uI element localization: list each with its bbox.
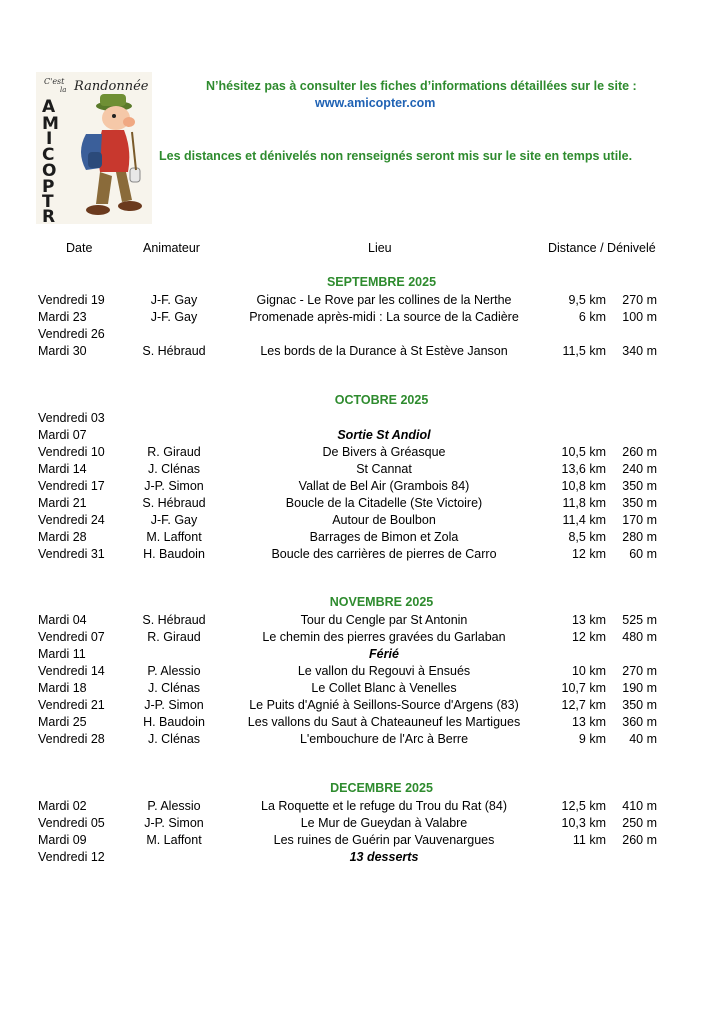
row-denivele: 270 m <box>622 664 657 678</box>
row-animateur: J. Clénas <box>147 681 201 695</box>
row-animateur: J-F. Gay <box>150 513 198 527</box>
row-date: Vendredi 07 <box>38 630 105 644</box>
amicopter-logo <box>36 72 152 224</box>
row-date: Vendredi 26 <box>38 327 105 341</box>
row-lieu: Férié <box>369 647 399 661</box>
svg-text:O: O <box>42 161 57 181</box>
row-date: Vendredi 14 <box>38 664 105 678</box>
row-lieu: Le chemin des pierres gravées du Garlaban <box>262 630 506 644</box>
row-lieu: Tour du Cengle par St Antonin <box>300 613 468 627</box>
row-lieu: Les ruines de Guérin par Vauvenargues <box>273 833 495 847</box>
row-denivele: 480 m <box>622 630 657 644</box>
row-date: Vendredi 24 <box>38 513 105 527</box>
table-row <box>0 326 725 343</box>
row-animateur: S. Hébraud <box>142 496 206 510</box>
row-date: Mardi 14 <box>38 462 87 476</box>
svg-text:C'est: C'est <box>44 77 65 86</box>
row-lieu: Le vallon du Regouvi à Ensués <box>297 664 471 678</box>
row-lieu: L'embouchure de l'Arc à Berre <box>299 732 469 746</box>
row-distance: 11 km <box>572 833 606 847</box>
row-animateur: H. Baudoin <box>143 547 205 561</box>
svg-text:P: P <box>42 177 55 197</box>
row-date: Mardi 11 <box>38 647 86 661</box>
row-distance: 11,8 km <box>562 496 606 510</box>
table-row <box>0 798 725 815</box>
table-row <box>0 343 725 360</box>
row-denivele: 60 m <box>629 547 657 561</box>
row-animateur: P. Alessio <box>147 664 201 678</box>
row-distance: 10,8 km <box>561 479 606 493</box>
row-date: Vendredi 10 <box>38 445 105 459</box>
row-lieu: Autour de Boulbon <box>332 513 436 527</box>
table-row <box>0 478 725 495</box>
row-lieu: Sortie St Andiol <box>337 428 431 442</box>
svg-text:A: A <box>42 97 56 117</box>
row-lieu: Le Puits d'Agnié à Seillons-Source d'Argens (83) <box>249 698 519 712</box>
row-denivele: 250 m <box>622 816 657 830</box>
row-lieu: 13 desserts <box>349 850 419 864</box>
row-denivele: 410 m <box>622 799 657 813</box>
row-date: Mardi 04 <box>38 613 87 627</box>
row-lieu: Les vallons du Saut à Chateauneuf les Martigues <box>247 715 521 729</box>
table-row <box>0 309 725 326</box>
intro-line-1: N’hésitez pas à consulter les fiches d’informations détaillées sur le site : <box>206 79 637 93</box>
row-date: Mardi 18 <box>38 681 87 695</box>
row-animateur: S. Hébraud <box>142 613 206 627</box>
svg-text:T: T <box>42 192 54 212</box>
row-lieu: La Roquette et le refuge du Trou du Rat (84) <box>261 799 507 813</box>
month-title: NOVEMBRE 2025 <box>329 595 434 609</box>
row-distance: 6 km <box>578 310 606 324</box>
row-animateur: J. Clénas <box>147 462 201 476</box>
row-lieu: De Bivers à Gréasque <box>322 445 446 459</box>
table-row <box>0 849 725 866</box>
table-row <box>0 612 725 629</box>
row-animateur: R. Giraud <box>147 630 201 644</box>
row-distance: 8,5 km <box>568 530 606 544</box>
row-animateur: J-P. Simon <box>144 698 204 712</box>
row-lieu: Boucle des carrières de pierres de Carro <box>271 547 497 561</box>
row-distance: 10,7 km <box>561 681 606 695</box>
svg-text:M: M <box>42 114 59 134</box>
row-date: Mardi 23 <box>38 310 87 324</box>
row-lieu: Boucle de la Citadelle (Ste Victoire) <box>285 496 483 510</box>
row-animateur: S. Hébraud <box>142 344 206 358</box>
row-distance: 11,4 km <box>562 513 606 527</box>
row-denivele: 350 m <box>622 496 657 510</box>
table-row <box>0 427 725 444</box>
row-denivele: 280 m <box>622 530 657 544</box>
row-distance: 13 km <box>571 613 606 627</box>
row-lieu: Le Mur de Gueydan à Valabre <box>300 816 468 830</box>
row-lieu: Barrages de Bimon et Zola <box>309 530 459 544</box>
row-animateur: H. Baudoin <box>143 715 205 729</box>
row-date: Vendredi 19 <box>38 293 105 307</box>
table-row <box>0 680 725 697</box>
row-lieu: Gignac - Le Rove par les collines de la Nerthe <box>256 293 512 307</box>
row-denivele: 190 m <box>622 681 657 695</box>
table-row <box>0 444 725 461</box>
row-denivele: 350 m <box>622 698 657 712</box>
row-date: Mardi 21 <box>38 496 87 510</box>
table-row <box>0 512 725 529</box>
row-lieu: Vallat de Bel Air (Grambois 84) <box>298 479 470 493</box>
row-denivele: 350 m <box>622 479 657 493</box>
row-animateur: J-F. Gay <box>150 293 198 307</box>
header-date: Date <box>66 241 93 255</box>
header-animateur: Animateur <box>143 241 200 255</box>
svg-text:R: R <box>42 207 56 224</box>
row-animateur: M. Laffont <box>146 530 202 544</box>
row-animateur: M. Laffont <box>146 833 202 847</box>
row-distance: 12 km <box>571 547 606 561</box>
row-distance: 13 km <box>571 715 606 729</box>
table-row <box>0 815 725 832</box>
row-date: Vendredi 28 <box>38 732 105 746</box>
month-title: DECEMBRE 2025 <box>330 781 433 795</box>
website-link[interactable]: www.amicopter.com <box>315 96 436 110</box>
row-animateur: J-P. Simon <box>144 479 204 493</box>
row-denivele: 260 m <box>622 445 657 459</box>
row-distance: 12 km <box>571 630 606 644</box>
row-date: Vendredi 31 <box>38 547 105 561</box>
table-row <box>0 461 725 478</box>
table-row <box>0 663 725 680</box>
table-row <box>0 292 725 309</box>
row-date: Vendredi 17 <box>38 479 105 493</box>
row-denivele: 100 m <box>622 310 657 324</box>
row-distance: 10 km <box>571 664 606 678</box>
table-row <box>0 629 725 646</box>
header-distance: Distance / Dénivelé <box>548 241 656 255</box>
row-distance: 10,5 km <box>561 445 606 459</box>
row-lieu: Les bords de la Durance à St Estève Janson <box>260 344 508 358</box>
row-date: Mardi 07 <box>38 428 87 442</box>
row-distance: 9,5 km <box>568 293 606 307</box>
row-date: Vendredi 12 <box>38 850 105 864</box>
svg-text:la: la <box>60 86 67 94</box>
row-denivele: 170 m <box>622 513 657 527</box>
row-animateur: R. Giraud <box>147 445 201 459</box>
table-row <box>0 697 725 714</box>
intro-line-2: Les distances et dénivelés non renseignés seront mis sur le site en temps utile. <box>159 149 633 163</box>
table-row <box>0 495 725 512</box>
row-date: Mardi 28 <box>38 530 87 544</box>
table-row <box>0 646 725 663</box>
svg-text:C: C <box>42 145 55 165</box>
row-denivele: 240 m <box>622 462 657 476</box>
month-title: SEPTEMBRE 2025 <box>326 275 437 289</box>
row-date: Mardi 30 <box>38 344 87 358</box>
row-distance: 12,7 km <box>561 698 606 712</box>
row-date: Mardi 02 <box>38 799 87 813</box>
row-animateur: J-P. Simon <box>144 816 204 830</box>
row-distance: 9 km <box>578 732 606 746</box>
row-distance: 13,6 km <box>561 462 606 476</box>
month-title: OCTOBRE 2025 <box>334 393 429 407</box>
table-row <box>0 731 725 748</box>
svg-text:I: I <box>46 129 53 149</box>
row-date: Mardi 09 <box>38 833 87 847</box>
row-date: Vendredi 21 <box>38 698 105 712</box>
row-lieu: St Cannat <box>356 462 412 476</box>
row-date: Vendredi 05 <box>38 816 105 830</box>
row-distance: 11,5 km <box>562 344 606 358</box>
table-row <box>0 546 725 563</box>
table-row <box>0 714 725 731</box>
table-row <box>0 529 725 546</box>
row-denivele: 260 m <box>622 833 657 847</box>
row-lieu: Promenade après-midi : La source de la Cadière <box>249 310 519 324</box>
row-denivele: 40 m <box>629 732 657 746</box>
table-row <box>0 832 725 849</box>
row-animateur: P. Alessio <box>147 799 201 813</box>
header-lieu: Lieu <box>368 241 392 255</box>
row-denivele: 360 m <box>622 715 657 729</box>
svg-text:Randonnée: Randonnée <box>74 79 149 94</box>
row-date: Vendredi 03 <box>38 411 105 425</box>
row-animateur: J. Clénas <box>147 732 201 746</box>
row-date: Mardi 25 <box>38 715 87 729</box>
row-denivele: 340 m <box>622 344 657 358</box>
row-denivele: 270 m <box>622 293 657 307</box>
table-row <box>0 410 725 427</box>
row-distance: 12,5 km <box>561 799 606 813</box>
row-lieu: Le Collet Blanc à Venelles <box>311 681 457 695</box>
row-distance: 10,3 km <box>561 816 606 830</box>
row-denivele: 525 m <box>622 613 657 627</box>
row-animateur: J-F. Gay <box>150 310 198 324</box>
